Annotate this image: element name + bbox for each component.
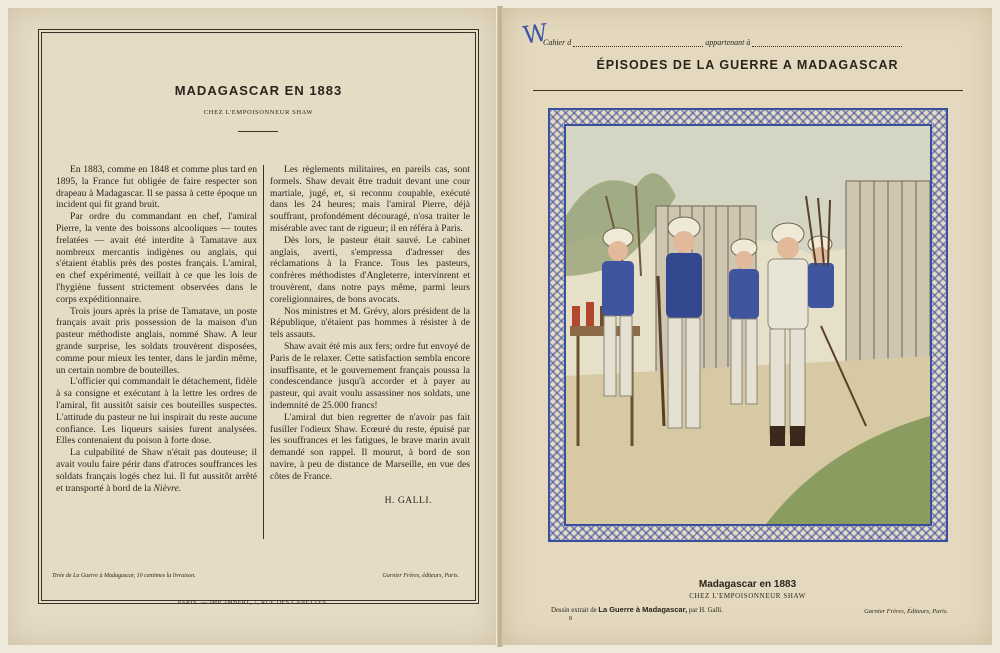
page-title: MADAGASCAR EN 1883 [174, 83, 343, 98]
paragraph: Dès lors, le pasteur était sauvé. Le cabinet anglais, averti, s'empressa d'adresser des réclamations à la France. Tous les pasteurs, confrères méthodistes d'Angleterre, intervinrent et trouvèrent, dans notre pays même, parmi leurs coreligionnaires, de bons avocats. [270, 234, 470, 305]
cover-title: ÉPISODES DE LA GUERRE A MADAGASCAR [596, 58, 899, 72]
paragraph: L'amiral dut bien regretter de n'avoir pas fait fusiller l'odieux Shaw. Ecœuré du reste, épuisé par les souffrances et les fatigues, le brave marin avait demandé son rappel. Il mourut, à bord de son navire, à peu de distance de Marseille, en vue des côtes de France. [270, 411, 470, 482]
paragraph: Trois jours après la prise de Tamatave, un poste français avait pris possession de la maison d'un pasteur méthodiste anglais, nommé Shaw. A leur grande surprise, les soldats trouvèrent disposées, comme pour mieux les tenter, dans le jardin même, un certain nombre de bouteilles. [56, 305, 257, 376]
paragraph: En 1883, comme en 1848 et comme plus tard en 1895, la France fut obligée de faire respecter son drapeau à Madagascar. Il se passa à cette époque un incident qui fit grand bruit. [56, 164, 257, 211]
cahier-owner-line [543, 38, 963, 47]
caption-subtitle: CHEZ L'EMPOISONNEUR SHAW [689, 592, 806, 600]
publisher-note: Garnier Frères, éditeurs, Paris. [382, 573, 459, 579]
text-column-right [270, 164, 470, 506]
blank-field [752, 38, 902, 47]
cahier-label: Cahier d [543, 38, 572, 47]
text-column-left [56, 164, 257, 494]
paragraph: Les règlements militaires, en pareils cas, sont formels. Shaw devait être traduit devant une cour martiale, jugé, et, si reconnu coupable, exécuté dans les 24 heures; mais l'amiral Pierre, déjà souffrant, profondément découragé, n'osa traiter le misérable avec tant de rigueur; il en référa à Paris. [270, 164, 470, 234]
owner-label: appartenant à [705, 38, 751, 47]
left-page [8, 8, 496, 645]
caption-title: Madagascar en 1883 [698, 579, 797, 590]
paragraph: Shaw avait été mis aux fers; ordre fut envoyé de Paris de le relaxer. Cette satisfaction sembla encore insuffisante, et le gouvernement français poussa la condescendance jusqu'à accorder et à payer au pasteur, qui avait voulu assassiner nos soldats, une indemnité de 25.000 francs! [270, 340, 470, 411]
soldiers-illustration [566, 126, 930, 524]
title-rule [533, 90, 963, 91]
column-divider [263, 165, 264, 539]
cover-publisher: Garnier Frères, Éditeurs, Paris. [864, 608, 948, 615]
paragraph-last [56, 447, 257, 494]
paragraph: Par ordre du commandant en chef, l'amiral Pierre, la vente des boissons alcooliques — toutes frelatées — avait été interdite à Tamatave aux nombreux mercantis indigènes ou anglais, qui s'étaient établis près des postes français. L'amiral, en chef expérimenté, veillait à ce que les lois de l'hygiène fussent strictement observées dans le corps expéditionnaire. [56, 211, 257, 305]
printer-imprint: PARIS. — IMP. IMBERT, 7, RUE DES CANETTES [177, 600, 327, 606]
text-frame [41, 32, 476, 601]
illustration-border [548, 108, 948, 542]
credit-prefix: Dessin extrait de [551, 607, 597, 614]
credit-suffix: par H. Galli. [688, 607, 723, 614]
page-mark: 8 [569, 616, 572, 622]
page-subtitle: CHEZ L'EMPOISONNEUR SHAW [203, 109, 314, 116]
paragraph: Nos ministres et M. Grévy, alors président de la République, n'étaient pas hommes à résister à de tels assauts. [270, 305, 470, 341]
title-divider [238, 131, 278, 132]
author-signature: H. GALLI. [384, 494, 432, 506]
paragraph: L'officier qui commandait le détachement, fidèle à sa consigne et exécutant à la lettre les ordres de l'amiral, fit aussitôt saisir ces bouteilles suspectes. L'attitude du pasteur ne lui inspirait du reste aucune confiance. Les liqueurs saisies furent analysées. Elles contenaient du poison à forte dose. [56, 376, 257, 447]
ship-name: Nièvre. [153, 482, 182, 494]
blank-field [573, 38, 703, 47]
right-page [503, 8, 992, 645]
illustration-credit [551, 605, 723, 614]
source-note: Tirée de La Guerre à Madagascar, 10 centimes la livraison. [52, 573, 196, 579]
illustration [564, 124, 932, 526]
credit-book: La Guerre à Madagascar, [598, 605, 688, 614]
paragraph-text: La culpabilité de Shaw n'était pas douteuse; il avait voulu faire périr dans d'atroces souffrances les soldats français logés chez lui. Il fut aussitôt arrêté et transporté à bord de la [56, 447, 257, 494]
handwritten-mark: W [521, 18, 550, 50]
